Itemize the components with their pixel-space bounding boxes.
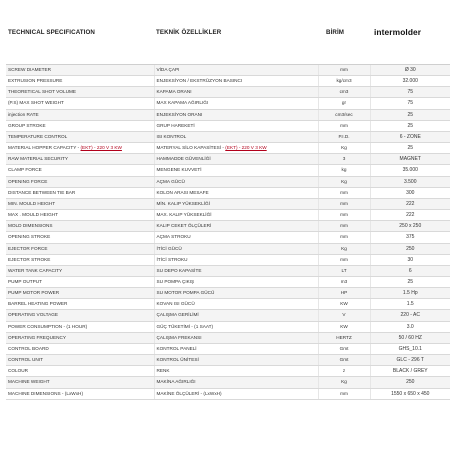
spec-english-cell bbox=[6, 355, 154, 366]
spec-unit: mm bbox=[318, 120, 370, 131]
spec-turkish-label: SU POMPA ÇIKIŞ bbox=[156, 278, 195, 284]
spec-turkish-label: MATERYAL SİLO KAPASİTESİ - bbox=[156, 145, 226, 151]
spec-value: GHS_10.1 bbox=[370, 343, 450, 354]
spec-unit: Kg bbox=[318, 243, 370, 254]
spec-turkish-cell bbox=[154, 120, 318, 131]
spec-english-label: POWER CONSUMPTION - (1 HOUR) bbox=[8, 323, 88, 329]
spec-turkish-label: MAKİNA AĞIRLIĞI bbox=[156, 379, 196, 385]
spec-turkish-cell bbox=[154, 76, 318, 87]
spec-unit: HP bbox=[318, 288, 370, 299]
spec-english-label: TEMPERATURE CONTROL bbox=[8, 133, 68, 139]
spec-english-cell bbox=[6, 131, 154, 142]
spec-english-cell bbox=[6, 154, 154, 165]
spec-turkish-cell bbox=[154, 109, 318, 120]
table-row bbox=[6, 366, 450, 377]
spec-english-cell bbox=[6, 276, 154, 287]
spec-english-label: PUMP MOTOR POWER bbox=[8, 290, 60, 296]
spec-turkish-label: ENJEKSİYON / EKSTRÜZYON BASINCI bbox=[156, 78, 243, 84]
spec-unit: cm3 bbox=[318, 87, 370, 98]
spec-english-label: OPERATING VOLTAGE bbox=[8, 312, 59, 318]
spec-turkish-cell bbox=[154, 198, 318, 209]
spec-english-label: MAX . MOULD HEIGHT bbox=[8, 212, 59, 218]
table-row bbox=[6, 87, 450, 98]
spec-value: 3.0 bbox=[370, 321, 450, 332]
table-row bbox=[6, 131, 450, 142]
spec-english-cell bbox=[6, 176, 154, 187]
table-row bbox=[6, 377, 450, 388]
spec-value: 220 - AC bbox=[370, 310, 450, 321]
table-row bbox=[6, 176, 450, 187]
spec-value: 35.000 bbox=[370, 165, 450, 176]
spec-unit: Kg bbox=[318, 176, 370, 187]
spec-unit: z bbox=[318, 366, 370, 377]
spec-english-label: OPENING STROKE bbox=[8, 234, 51, 240]
spec-value: 75 bbox=[370, 98, 450, 109]
spec-unit: HERTZ bbox=[318, 332, 370, 343]
spec-turkish-label: RENK bbox=[156, 368, 170, 374]
table-row bbox=[6, 321, 450, 332]
spec-turkish-label: KONTROL PANELİ bbox=[156, 345, 197, 351]
spec-turkish-cell bbox=[154, 276, 318, 287]
spec-english-label: EJECTOR FORCE bbox=[8, 245, 48, 251]
spec-turkish-cell bbox=[154, 254, 318, 265]
spec-english-cell bbox=[6, 388, 154, 399]
table-row bbox=[6, 299, 450, 310]
spec-unit: kg bbox=[318, 165, 370, 176]
spec-english-label: MACHINE DIMENSIONS - (LxWxH) bbox=[8, 390, 83, 396]
table-row bbox=[6, 232, 450, 243]
spec-sheet bbox=[6, 0, 450, 450]
spec-english-label: EXTRUSION PRESSURE bbox=[8, 78, 63, 84]
spec-unit: gr bbox=[318, 98, 370, 109]
table-row bbox=[6, 288, 450, 299]
spec-turkish-label: ÇALIŞMA GERİLİMİ bbox=[156, 312, 199, 318]
spec-english-cell bbox=[6, 143, 154, 154]
spec-english-cell bbox=[6, 343, 154, 354]
spec-english-label: BARREL HEATING POWER bbox=[8, 301, 68, 307]
spec-english-cell bbox=[6, 232, 154, 243]
spec-unit: mm bbox=[318, 254, 370, 265]
spec-turkish-cell bbox=[154, 221, 318, 232]
spec-english-cell bbox=[6, 332, 154, 343]
spec-english-cell bbox=[6, 76, 154, 87]
spec-unit: mm bbox=[318, 198, 370, 209]
spec-english-label: GROUP STROKE bbox=[8, 122, 46, 128]
spec-turkish-label: ÇALIŞMA FREKANSI bbox=[156, 334, 202, 340]
header-unit: BİRİM bbox=[326, 29, 345, 36]
spec-unit: KW bbox=[318, 321, 370, 332]
spec-english-label: SCREW DIAMETER bbox=[8, 67, 51, 72]
table-row bbox=[6, 65, 450, 76]
spec-english-cell bbox=[6, 120, 154, 131]
table-row bbox=[6, 243, 450, 254]
spec-turkish-cell bbox=[154, 176, 318, 187]
spec-english-label: WATER TANK CAPACITY bbox=[8, 267, 63, 273]
spec-english-cell bbox=[6, 288, 154, 299]
table-row bbox=[6, 165, 450, 176]
table-row bbox=[6, 120, 450, 131]
spec-turkish-label: KAPAMA ORANI bbox=[156, 89, 192, 95]
spec-english-cell bbox=[6, 109, 154, 120]
spec-english-cell bbox=[6, 310, 154, 321]
spec-turkish-label: KONTROL ÜNİTESİ bbox=[156, 357, 199, 363]
spec-turkish-label: MAKİNE ÖLÇÜLERİ - (LxWxH) bbox=[156, 390, 222, 396]
spec-unit: cm3/sec bbox=[318, 109, 370, 120]
spec-turkish-label: AÇMA STROKU bbox=[156, 234, 191, 240]
spec-turkish-cell bbox=[154, 98, 318, 109]
spec-value: BLACK / GREY bbox=[370, 366, 450, 377]
spec-english-cell bbox=[6, 210, 154, 221]
spec-value: 222 bbox=[370, 210, 450, 221]
spec-unit: mm bbox=[318, 187, 370, 198]
spec-value: 1.5 Hp bbox=[370, 288, 450, 299]
header-teknik-ozellikler: TEKNİK ÖZELLİKLER bbox=[156, 29, 222, 36]
table-row bbox=[6, 210, 450, 221]
spec-turkish-cell bbox=[154, 265, 318, 276]
spec-value: 6 bbox=[370, 265, 450, 276]
spec-english-label: PUMP OUTPUT bbox=[8, 278, 43, 284]
spec-turkish-cell bbox=[154, 165, 318, 176]
table-row bbox=[6, 355, 450, 366]
spec-value: 30 bbox=[370, 254, 450, 265]
spec-english-highlight: (EKT) - 220 V 3 KW bbox=[80, 145, 122, 151]
spec-turkish-label: SU DEPO KAPASİTE bbox=[156, 267, 202, 273]
spec-unit: P.I.D. bbox=[318, 131, 370, 142]
spec-english-label: DISTANCE BETWEEN TIE BAR bbox=[8, 189, 76, 195]
spec-unit: Gmt bbox=[318, 355, 370, 366]
table-row bbox=[6, 276, 450, 287]
spec-english-label: THEORETICAL SHOT VOLUME bbox=[8, 89, 76, 95]
spec-turkish-cell bbox=[154, 87, 318, 98]
spec-turkish-label: KALIP CEKET ÖLÇÜLERİ bbox=[156, 223, 212, 229]
spec-value: 25 bbox=[370, 109, 450, 120]
spec-value: 1550 x 650 x 450 bbox=[370, 388, 450, 399]
spec-turkish-cell bbox=[154, 288, 318, 299]
brand-logo-text: intermolder bbox=[374, 27, 422, 37]
spec-turkish-cell bbox=[154, 366, 318, 377]
spec-unit: mm bbox=[318, 232, 370, 243]
spec-turkish-cell bbox=[154, 143, 318, 154]
spec-value: 50 / 60 HZ bbox=[370, 332, 450, 343]
spec-english-cell bbox=[6, 254, 154, 265]
table-row bbox=[6, 76, 450, 87]
table-row bbox=[6, 343, 450, 354]
spec-turkish-label: AÇMA GÜCÜ bbox=[156, 178, 185, 184]
spec-turkish-cell bbox=[154, 232, 318, 243]
spec-value: 75 bbox=[370, 87, 450, 98]
spec-english-cell bbox=[6, 366, 154, 377]
spec-english-cell bbox=[6, 265, 154, 276]
spec-value: 250 bbox=[370, 377, 450, 388]
spec-english-cell bbox=[6, 187, 154, 198]
spec-english-cell bbox=[6, 198, 154, 209]
spec-value: 25 bbox=[370, 143, 450, 154]
spec-turkish-cell bbox=[154, 343, 318, 354]
spec-english-label: injection RATE bbox=[8, 111, 39, 117]
table-row bbox=[6, 154, 450, 165]
spec-english-label: OPENING FORCE bbox=[8, 178, 48, 184]
spec-english-cell bbox=[6, 65, 154, 76]
header-technical-specification: TECHNICAL SPECIFICATION bbox=[8, 29, 95, 36]
spec-turkish-label: GRUP HAREKETİ bbox=[156, 122, 195, 128]
spec-turkish-cell bbox=[154, 332, 318, 343]
spec-english-label: MACHINE WEIGHT bbox=[8, 379, 50, 385]
spec-english-label: (P.S) MAX SHOT WEIGHT bbox=[8, 100, 64, 106]
spec-value: 32.000 bbox=[370, 76, 450, 87]
spec-unit: kg/cm3 bbox=[318, 76, 370, 87]
spec-turkish-cell bbox=[154, 321, 318, 332]
spec-turkish-label: KOVAN ISI GÜCÜ bbox=[156, 301, 195, 307]
spec-turkish-label: SU MOTOR POMPA GÜCÜ bbox=[156, 290, 215, 296]
spec-english-cell bbox=[6, 87, 154, 98]
table-row bbox=[6, 310, 450, 321]
spec-turkish-label: GÜÇ TÜKETİMİ - (1 SAAT) bbox=[156, 323, 214, 329]
spec-turkish-label: MİN. KALIP YÜKSEKLİĞİ bbox=[156, 200, 210, 206]
spec-unit: V bbox=[318, 310, 370, 321]
spec-unit: mm bbox=[318, 221, 370, 232]
table-row bbox=[6, 98, 450, 109]
table-row bbox=[6, 143, 450, 154]
spec-turkish-label: KOLON ARASI MESAFE bbox=[156, 189, 209, 195]
spec-turkish-cell bbox=[154, 355, 318, 366]
spec-english-label: MOLD DIMENSIONS bbox=[8, 223, 53, 229]
spec-english-cell bbox=[6, 321, 154, 332]
table-row bbox=[6, 388, 450, 399]
spec-turkish-label: MAX KAPAMA AĞIRLIĞI bbox=[156, 100, 209, 106]
table-row bbox=[6, 198, 450, 209]
spec-unit: Kg bbox=[318, 377, 370, 388]
spec-unit: 3 bbox=[318, 154, 370, 165]
spec-turkish-cell bbox=[154, 154, 318, 165]
spec-value: 25 bbox=[370, 276, 450, 287]
spec-english-label: MIN. MOULD HEIGHT bbox=[8, 200, 56, 206]
spec-turkish-cell bbox=[154, 377, 318, 388]
spec-turkish-cell bbox=[154, 243, 318, 254]
spec-value: 25 bbox=[370, 120, 450, 131]
spec-english-label: CONTROL BOARD bbox=[8, 345, 49, 351]
spec-unit: mm bbox=[318, 388, 370, 399]
spec-english-label: CLAMP FORCE bbox=[8, 167, 42, 173]
spec-value: MAGNET bbox=[370, 154, 450, 165]
spec-turkish-label: MAX. KALIP YÜKSEKLİĞİ bbox=[156, 212, 212, 218]
spec-unit: Kg bbox=[318, 143, 370, 154]
spec-unit: LT bbox=[318, 265, 370, 276]
spec-turkish-label: İTİCİ GÜCÜ bbox=[156, 245, 182, 251]
spec-english-cell bbox=[6, 377, 154, 388]
spec-turkish-label: ISI KONTROL bbox=[156, 133, 187, 139]
spec-value: 1.5 bbox=[370, 299, 450, 310]
spec-turkish-cell bbox=[154, 299, 318, 310]
spec-turkish-cell bbox=[154, 65, 318, 76]
spec-english-label: RAW MATERIAL SECURITY bbox=[8, 156, 68, 162]
spec-value: 6 - ZONE bbox=[370, 131, 450, 142]
spec-unit: mm bbox=[318, 210, 370, 221]
spec-turkish-cell bbox=[154, 187, 318, 198]
spec-unit: mm bbox=[318, 65, 370, 76]
specification-table-body bbox=[6, 65, 450, 399]
spec-turkish-cell bbox=[154, 310, 318, 321]
spec-unit: m3 bbox=[318, 276, 370, 287]
spec-english-label: EJECTOR STROKE bbox=[8, 256, 51, 262]
spec-unit: Gmt bbox=[318, 343, 370, 354]
spec-turkish-label: İTİCİ STROKU bbox=[156, 256, 188, 262]
spec-english-label: MATERIAL HOPPER CAPACITY - bbox=[8, 145, 81, 151]
spec-value: 250 bbox=[370, 243, 450, 254]
spec-turkish-cell bbox=[154, 131, 318, 142]
spec-value: 375 bbox=[370, 232, 450, 243]
spec-value: 300 bbox=[370, 187, 450, 198]
table-row bbox=[6, 265, 450, 276]
spec-value: Ø 30 bbox=[370, 65, 450, 76]
spec-english-cell bbox=[6, 221, 154, 232]
spec-english-cell bbox=[6, 165, 154, 176]
spec-english-cell bbox=[6, 98, 154, 109]
spec-turkish-cell bbox=[154, 210, 318, 221]
specification-table bbox=[6, 65, 450, 400]
table-header bbox=[6, 0, 450, 58]
spec-turkish-label: MENGENE KUVVETİ bbox=[156, 167, 202, 173]
table-row bbox=[6, 187, 450, 198]
spec-value: 3.500 bbox=[370, 176, 450, 187]
table-row bbox=[6, 221, 450, 232]
spec-english-cell bbox=[6, 299, 154, 310]
spec-turkish-highlight: (EKT) - 220 V 3 KW bbox=[225, 145, 267, 151]
spec-turkish-label: ENJEKSİYON ORANI bbox=[156, 111, 203, 117]
spec-turkish-label: VİDA ÇAPI bbox=[156, 67, 180, 72]
spec-turkish-label: HAMMADDE GÜVENLİĞİ bbox=[156, 156, 211, 162]
spec-value: GLC - 296 T bbox=[370, 355, 450, 366]
spec-turkish-cell bbox=[154, 388, 318, 399]
table-row bbox=[6, 254, 450, 265]
spec-value: 222 bbox=[370, 198, 450, 209]
spec-english-cell bbox=[6, 243, 154, 254]
table-row bbox=[6, 332, 450, 343]
spec-english-label: CONTROL UNIT bbox=[8, 357, 43, 363]
spec-english-label: COLOUR bbox=[8, 368, 29, 374]
spec-unit: KW bbox=[318, 299, 370, 310]
spec-english-label: OPERATING FREQUENCY bbox=[8, 334, 66, 340]
spec-value: 250 x 250 bbox=[370, 221, 450, 232]
table-row bbox=[6, 109, 450, 120]
